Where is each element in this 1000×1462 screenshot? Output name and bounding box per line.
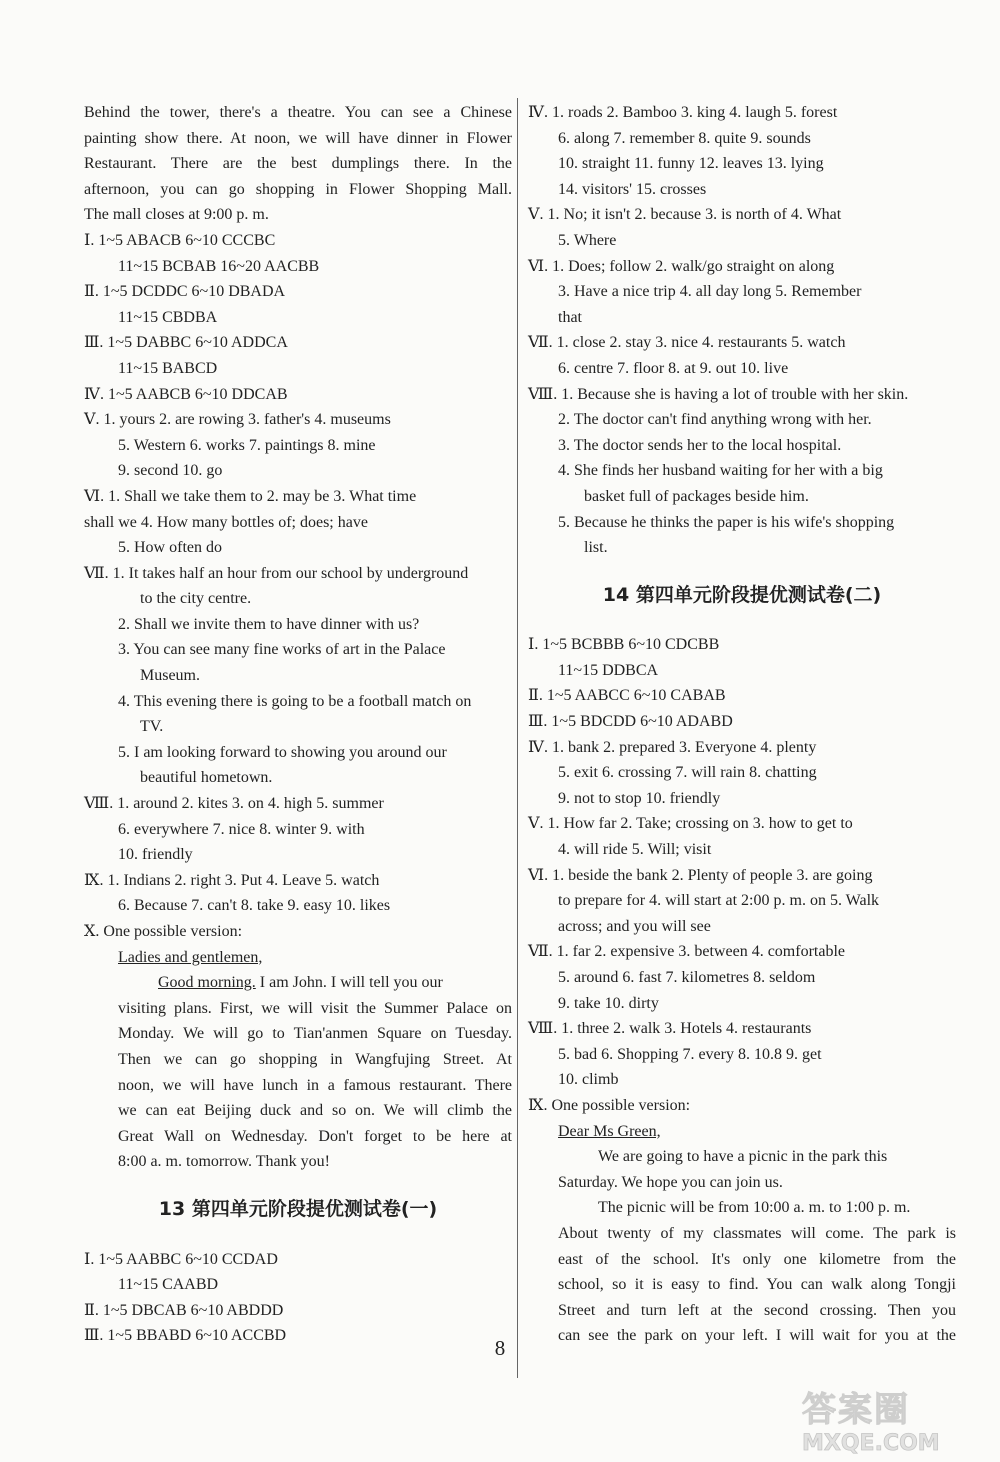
letter-greeting: Good morning. <box>158 974 256 992</box>
answer-line: Ⅸ. 1. Indians 2. right 3. Put 4. Leave 5. watch <box>84 871 380 889</box>
watermark-site: MXQE.COM <box>802 1431 940 1456</box>
letter-first-line: I am John. I will tell you our <box>255 974 443 992</box>
letter-line: can see the park on your left. I will wait for you at the <box>558 1327 956 1345</box>
answer-line: 14. visitors' 15. crosses <box>558 180 707 198</box>
intro-line: Restaurant. There are the best dumplings there. In the <box>84 155 512 173</box>
answer-line: to the city centre. <box>140 590 252 608</box>
answer-line: Ⅹ. One possible version: <box>84 923 243 940</box>
answer-line: Ⅶ. 1. It takes half an hour from our school by underground <box>84 564 469 582</box>
answer-line: 3. You can see many fine works of art in the Palace <box>118 641 446 659</box>
section-13-title: 13 第四单元阶段提优测试卷(一) <box>158 1197 438 1220</box>
intro-line: afternoon, you can go shopping in Flower Shopping Mall. <box>84 180 512 198</box>
letter-line: Great Wall on Wednesday. Don't forget to be here at <box>118 1127 512 1145</box>
answer-line: 11~15 DDBCA <box>558 661 659 679</box>
answer-line: 5. bad 6. Shopping 7. every 8. 10.8 9. get <box>558 1045 822 1063</box>
letter-line: We are going to have a picnic in the park this <box>598 1148 888 1166</box>
answer-line: 6. everywhere 7. nice 8. winter 9. with <box>118 820 365 838</box>
answer-line: Ⅳ. 1~5 AABCB 6~10 DDCAB <box>84 385 288 403</box>
answer-line: to prepare for 4. will start at 2:00 p. m. on 5. Walk <box>558 892 880 910</box>
answer-line: Ⅲ. 1~5 BDCDD 6~10 ADABD <box>528 713 733 731</box>
answer-line: 11~15 BABCD <box>118 359 218 377</box>
answer-line: list. <box>584 539 608 557</box>
answer-line: Ⅶ. 1. far 2. expensive 3. between 4. comfortable <box>528 943 845 961</box>
letter-line <box>84 970 512 996</box>
answer-line: 11~15 BCBAB 16~20 AACBB <box>118 257 320 275</box>
answer-line: 11~15 CBDBA <box>118 308 218 326</box>
letter-line: Street and turn left at the second crossing. Then you <box>558 1301 956 1319</box>
watermark-logo <box>802 1382 982 1456</box>
letter-line: About twenty of my classmates will come. The park is <box>558 1224 956 1242</box>
answer-line: across; and you will see <box>558 917 711 935</box>
answer-line: Ⅰ. 1~5 BCBBB 6~10 CDCBB <box>528 636 720 654</box>
answer-line: Ⅱ. 1~5 DBCAB 6~10 ABDDD <box>84 1301 284 1319</box>
letter-line: The picnic will be from 10:00 a. m. to 1:00 p. m. <box>598 1199 911 1217</box>
letter-salutation: Ladies and gentlemen, <box>118 948 263 966</box>
answer-line: 2. The doctor can't find anything wrong with her. <box>558 411 872 429</box>
answer-line: 11~15 CAABD <box>118 1276 219 1294</box>
intro-line: Behind the tower, there's a theatre. You can see a Chinese <box>84 104 512 121</box>
letter-line: 8:00 a. m. tomorrow. Thank you! <box>118 1153 330 1171</box>
answer-line: Ⅵ. 1. Does; follow 2. walk/go straight on along <box>528 257 835 275</box>
answer-line: 5. Where <box>558 231 617 249</box>
answer-line: 10. friendly <box>118 846 193 864</box>
letter-line: school, so it is easy to find. You can walk along Tongji <box>558 1276 956 1294</box>
answer-line: 5. around 6. fast 7. kilometres 8. seldom <box>558 969 816 986</box>
answer-line: 4. She finds her husband waiting for her with a big <box>558 462 883 480</box>
answer-line: 10. climb <box>558 1071 619 1089</box>
intro-line: The mall closes at 9:00 p. m. <box>84 206 269 224</box>
answer-line: Ⅱ. 1~5 AABCC 6~10 CABAB <box>528 687 726 705</box>
letter-line: Monday. We will go to Tian'anmen Square on Tuesday. <box>118 1025 512 1043</box>
answer-line: 6. centre 7. floor 8. at 9. out 10. live <box>558 359 789 377</box>
letter-line: Then we can go shopping in Wangfujing Street. At <box>118 1050 512 1068</box>
answer-line: Ⅷ. 1. around 2. kites 3. on 4. high 5. summer <box>84 795 384 813</box>
answer-line: beautiful hometown. <box>140 769 273 787</box>
left-column <box>84 100 512 1349</box>
answer-line: 5. exit 6. crossing 7. will rain 8. chatting <box>558 764 817 782</box>
answer-line: Ⅱ. 1~5 DCDDC 6~10 DBADA <box>84 283 286 301</box>
letter-line: visiting plans. First, we will visit the Summer Palace on <box>118 999 512 1017</box>
answer-line: Museum. <box>140 667 200 685</box>
answer-line: Ⅴ. 1. How far 2. Take; crossing on 3. how to get to <box>528 815 853 833</box>
letter-line: Saturday. We hope you can join us. <box>558 1173 783 1191</box>
answer-line: Ⅵ. 1. beside the bank 2. Plenty of people 3. are going <box>528 866 873 884</box>
answer-line: Ⅷ. 1. three 2. walk 3. Hotels 4. restaurants <box>528 1020 812 1038</box>
answer-line: 9. take 10. dirty <box>558 994 659 1012</box>
answer-line: shall we 4. How many bottles of; does; have <box>84 513 368 531</box>
answer-line: that <box>558 308 582 326</box>
answer-line: Ⅲ. 1~5 DABBC 6~10 ADDCA <box>84 334 288 352</box>
answer-line: 3. The doctor sends her to the local hospital. <box>558 436 842 454</box>
answer-line: Ⅰ. 1~5 ABACB 6~10 CCCBC <box>84 231 276 249</box>
answer-line: 6. Because 7. can't 8. take 9. easy 10. likes <box>118 897 391 915</box>
answer-line: Ⅳ. 1. roads 2. Bamboo 3. king 4. laugh 5. forest <box>528 104 838 121</box>
answer-line: Ⅵ. 1. Shall we take them to 2. may be 3. What time <box>84 487 417 505</box>
answer-line: 6. along 7. remember 8. quite 9. sounds <box>558 129 811 147</box>
column-divider <box>517 98 518 1378</box>
intro-line: painting show there. At noon, we will have dinner in Flower <box>84 129 512 147</box>
answer-line: 5. Because he thinks the paper is his wife's shopping <box>558 513 895 531</box>
answer-line: 10. straight 11. funny 12. leaves 13. lying <box>558 155 824 173</box>
answer-line: 4. This evening there is going to be a football match on <box>118 692 472 710</box>
answer-line: 5. How often do <box>118 539 222 557</box>
answer-line: Ⅶ. 1. close 2. stay 3. nice 4. restaurants 5. watch <box>528 334 846 352</box>
letter-salutation: Dear Ms Green, <box>558 1122 661 1140</box>
answer-line: Ⅷ. 1. Because she is having a lot of trouble with her skin. <box>528 385 909 403</box>
answer-line: Ⅲ. 1~5 BBABD 6~10 ACCBD <box>84 1327 287 1345</box>
answer-line: Ⅴ. 1. No; it isn't 2. because 3. is north of 4. What <box>528 206 842 224</box>
section-14-title: 14 第四单元阶段提优测试卷(二) <box>602 583 882 606</box>
answer-line: 5. Western 6. works 7. paintings 8. mine <box>118 436 376 454</box>
answer-line: 2. Shall we invite them to have dinner with us? <box>118 615 420 633</box>
answer-line: Ⅰ. 1~5 AABBC 6~10 CCDAD <box>84 1250 278 1268</box>
watermark-glyphs: 答案圈 <box>802 1390 910 1430</box>
answer-line: 9. not to stop 10. friendly <box>558 789 721 807</box>
letter-line: east of the school. It's only one kilometre from the <box>558 1250 956 1268</box>
answer-line: Ⅸ. One possible version: <box>528 1096 691 1114</box>
answer-line: 9. second 10. go <box>118 462 223 480</box>
answer-line: 4. will ride 5. Will; visit <box>558 841 712 859</box>
letter-line: we can eat Beijing duck and so on. We will climb the <box>118 1102 512 1120</box>
answer-line: Ⅳ. 1. bank 2. prepared 3. Everyone 4. plenty <box>528 738 817 756</box>
right-column <box>528 100 956 1349</box>
answer-line: TV. <box>140 718 164 736</box>
letter-line: noon, we will have lunch in a famous restaurant. There <box>118 1076 512 1094</box>
answer-line: basket full of packages beside him. <box>584 487 809 505</box>
answer-line: 3. Have a nice trip 4. all day long 5. Remember <box>558 283 862 301</box>
answer-line: 5. I am looking forward to showing you around our <box>118 743 447 761</box>
page-number: 8 <box>494 1336 506 1360</box>
answer-line: Ⅴ. 1. yours 2. are rowing 3. father's 4. museums <box>84 411 391 429</box>
